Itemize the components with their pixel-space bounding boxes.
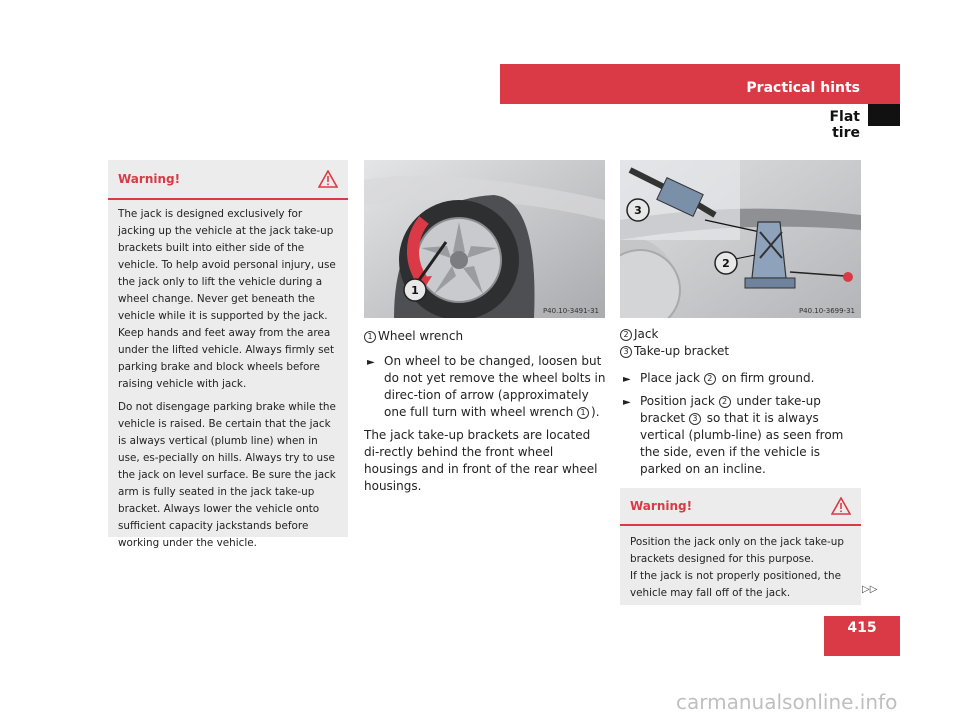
jack-illustration (620, 160, 861, 318)
figure-code: P40.10-3491-31 (542, 307, 599, 315)
step-text: On wheel to be changed, loosen but do not yet remove the wheel bolts in direc-tion of arrow (approximately one full turn with wheel wrench (384, 354, 606, 419)
header-bar (500, 64, 900, 104)
instruction-step (620, 393, 865, 478)
warning-header (620, 488, 861, 526)
warning-paragraph: The jack is designed exclusively for jacking up the vehicle at the jack take-up brackets built into either side of the vehicle. To help avoid personal injury, use the jack only to lift the vehicle during a wheel change. Never get beneath the vehicle while it is supported by the jack. Keep hands and feet away from the area under the lifted vehicle. Always firmly set parking brake and block wheels before raising vehicle with jack. (118, 208, 336, 390)
figure-code: P40.10-3699-31 (798, 307, 855, 315)
figure-wheel-wrench (364, 160, 605, 318)
warning-box-position (620, 488, 861, 605)
legend-label: Jack (634, 327, 659, 341)
header-block (868, 104, 900, 126)
continue-marker-icon: ▷▷ (862, 584, 878, 595)
number-badge: 2 (620, 329, 632, 341)
warning-paragraph: If the jack is not properly positioned, the vehicle may fall off of the jack. (630, 570, 841, 599)
number-badge: 3 (620, 346, 632, 358)
legend-item (364, 328, 609, 345)
page-number: 415 (824, 616, 900, 656)
arrow-bullet-icon: ► (367, 357, 375, 368)
warning-box-jack (108, 160, 348, 549)
warning-paragraph: Do not disengage parking brake while the vehicle is raised. Be certain that the jack is always vertical (plumb line) when in use, es-pecially on hills. Always try to use the jack on level surface. Be sure the jack arm is fully seated in the jack take-up bracket. Always lower the vehicle onto sufficient capacity jackstands before working under the vehicle. (118, 401, 336, 549)
wheel-wrench-illustration (364, 160, 605, 318)
topic-title: Flat tire (829, 109, 860, 141)
legend-label: Wheel wrench (378, 329, 464, 343)
figure-jack (620, 160, 861, 318)
step-text: Place jack (640, 371, 704, 385)
instruction-step (364, 353, 609, 421)
middle-column-text (364, 328, 609, 495)
arrow-bullet-icon: ► (623, 397, 631, 408)
number-badge: 1 (364, 331, 376, 343)
legend-item (620, 343, 865, 360)
warning-header (108, 160, 348, 200)
step-text: on firm ground. (717, 371, 815, 385)
warning-triangle-icon (318, 170, 338, 188)
callout-3: 3 (634, 204, 642, 217)
section-title: Practical hints (746, 80, 860, 96)
right-column-text (620, 326, 865, 484)
warning-title: Warning! (630, 499, 693, 513)
step-text: Position jack (640, 394, 719, 408)
warning-triangle-icon (831, 497, 851, 515)
legend-label: Take-up bracket (634, 344, 730, 358)
number-badge: 1 (577, 407, 589, 419)
callout-2: 2 (722, 257, 730, 270)
step-text: ). (591, 405, 600, 419)
step-text: so that it is always vertical (plumb-line) as seen from the side, even if the vehicle is parked on an incline. (640, 411, 844, 476)
watermark: carmanualsonline.info (676, 690, 898, 714)
callout-1: 1 (411, 284, 419, 297)
arrow-bullet-icon: ► (623, 374, 631, 385)
warning-title: Warning! (118, 172, 181, 186)
step-text: under take-up bracket (640, 394, 821, 425)
body-paragraph: The jack take-up brackets are located di-rectly behind the front wheel housings and in front of the rear wheel housings. (364, 428, 598, 493)
instruction-step (620, 370, 865, 387)
legend-item (620, 326, 865, 343)
number-badge: 2 (704, 373, 716, 385)
number-badge: 2 (719, 396, 731, 408)
number-badge: 3 (689, 413, 701, 425)
warning-paragraph: Position the jack only on the jack take-up brackets designed for this purpose. (630, 536, 844, 565)
